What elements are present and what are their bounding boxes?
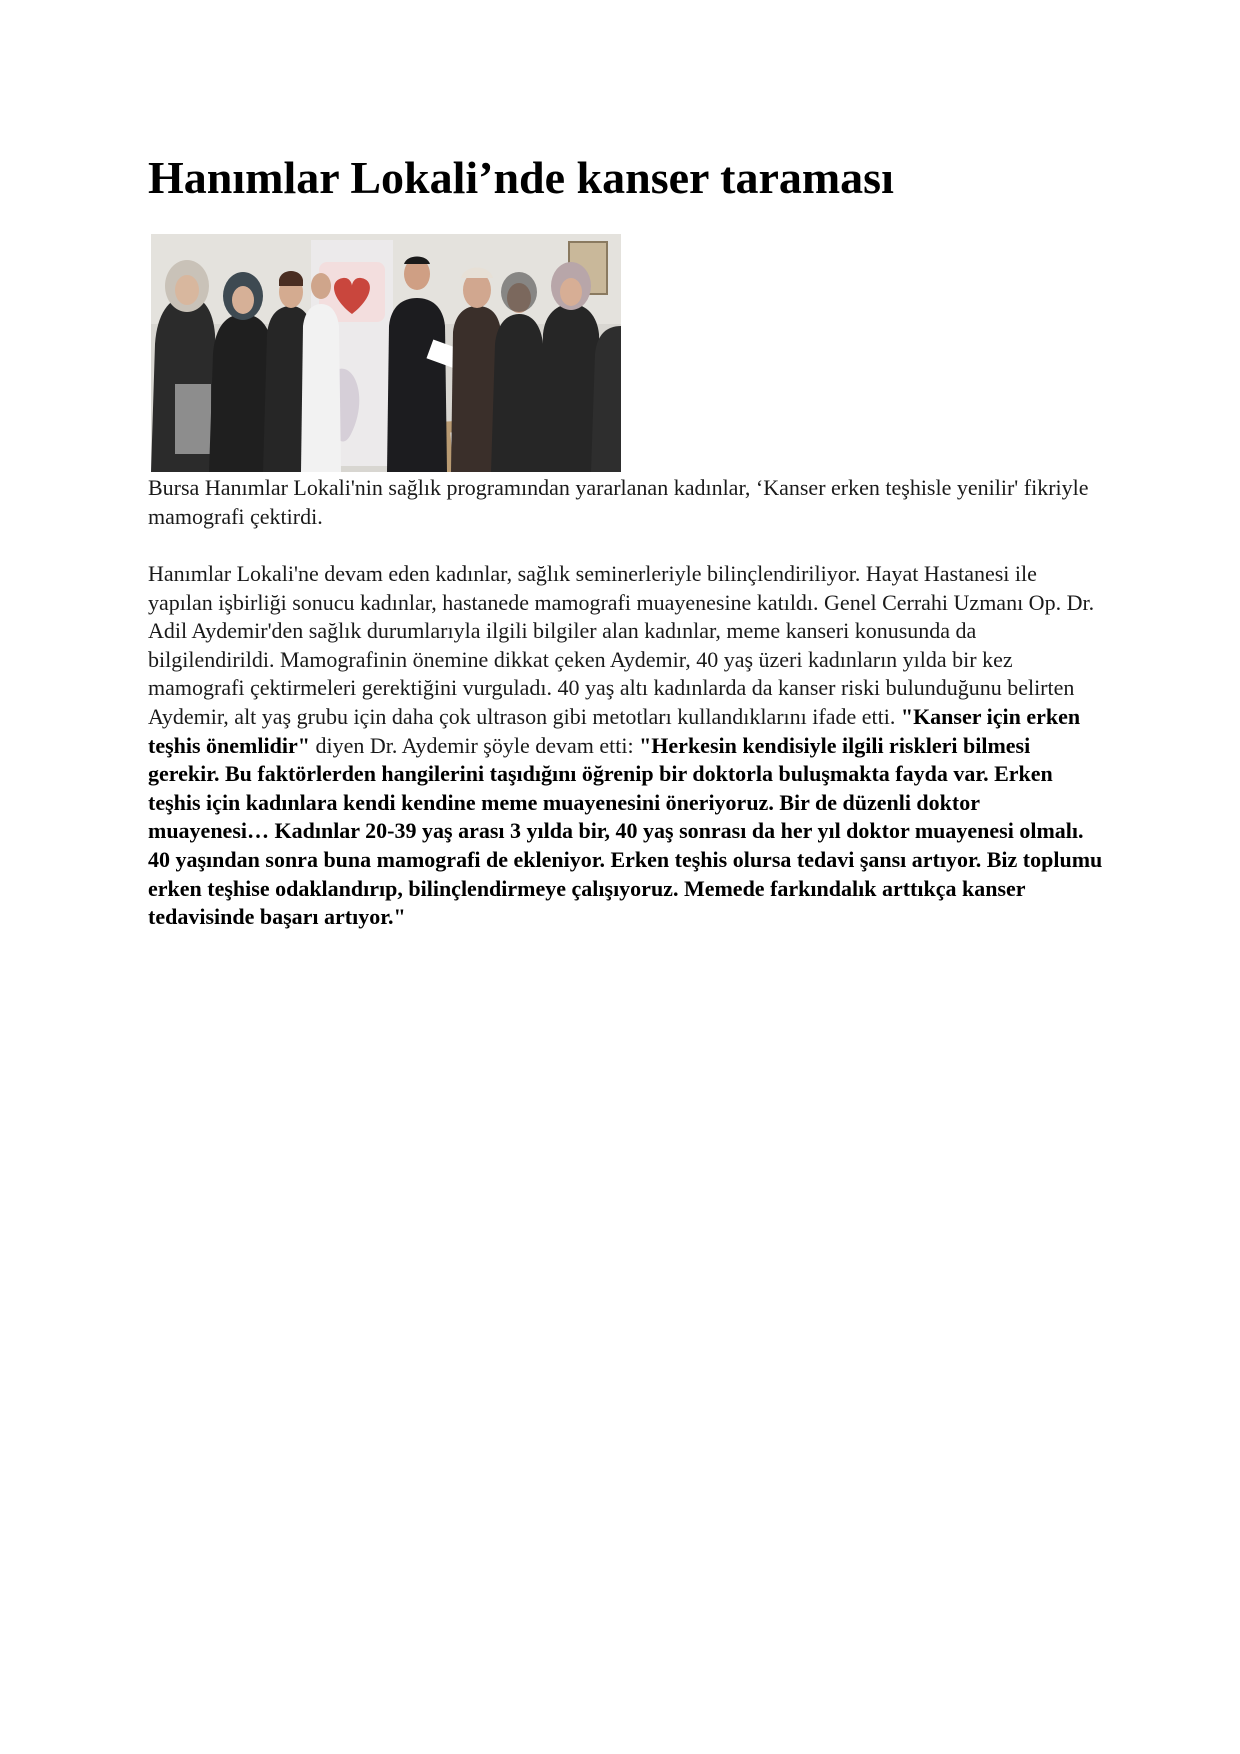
quote-body: "Herkesin kendisiyle ilgili riskleri bilmesi gerekir. Bu faktörlerden hangilerini taşıdığını öğrenip bir doktorla buluşmakta fayda var. Erken teşhis için kadınlara kendi kendine meme muayenesini öneriyoruz. Bir de düzenli doktor muayenesi… Kadınlar 20-39 yaş arası 3 yılda bir, 40 yaş sonrası da her yıl doktor muayenesi olmalı. 40 yaşından sonra buna mamografi de ekleniyor. Erken teşhis olursa tedavi şansı artıyor. Biz toplumu erken teşhise odaklandırıp, bilinçlendirmeye çalışıyoruz. Memede farkındalık arttıkça kanser tedavisinde başarı artıyor.": [148, 732, 1103, 930]
article-body: [148, 560, 1103, 932]
article-photo: [151, 234, 621, 472]
group-photo-illustration: [151, 234, 621, 472]
photo-caption: Bursa Hanımlar Lokali'nin sağlık programından yararlanan kadınlar, ‘Kanser erken teşhisle yenilir' fikriyle mamografi çektirdi.: [148, 475, 1089, 529]
quote-headline: "Kanser için erken teşhis önemlidir": [148, 703, 1081, 758]
article-title: Hanımlar Lokali’nde kanser taraması: [148, 152, 894, 203]
body-intro-text: Hanımlar Lokali'ne devam eden kadınlar, sağlık seminerleriyle bilinçlendiriliyor. Hayat Hastanesi ile yapılan işbirliği sonucu kadınlar, hastanede mamografi muayenesine katıldı. Genel Cerrahi Uzmanı Op. Dr. Adil Aydemir'den sağlık durumlarıyla ilgili bilgiler alan kadınlar, meme kanseri konusunda da bilgilendirildi. Mamografinin önemine dikkat çeken Aydemir, 40 yaş üzeri kadınların yılda bir kez mamografi çektirmeleri gerektiğini vurguladı. 40 yaş altı kadınlarda da kanser riski bulunduğunu belirten Aydemir, alt yaş grubu için daha çok ultrason gibi metotları kullandıklarını ifade etti.: [148, 561, 1095, 729]
body-middle-text: diyen Dr. Aydemir şöyle devam etti:: [309, 732, 640, 758]
